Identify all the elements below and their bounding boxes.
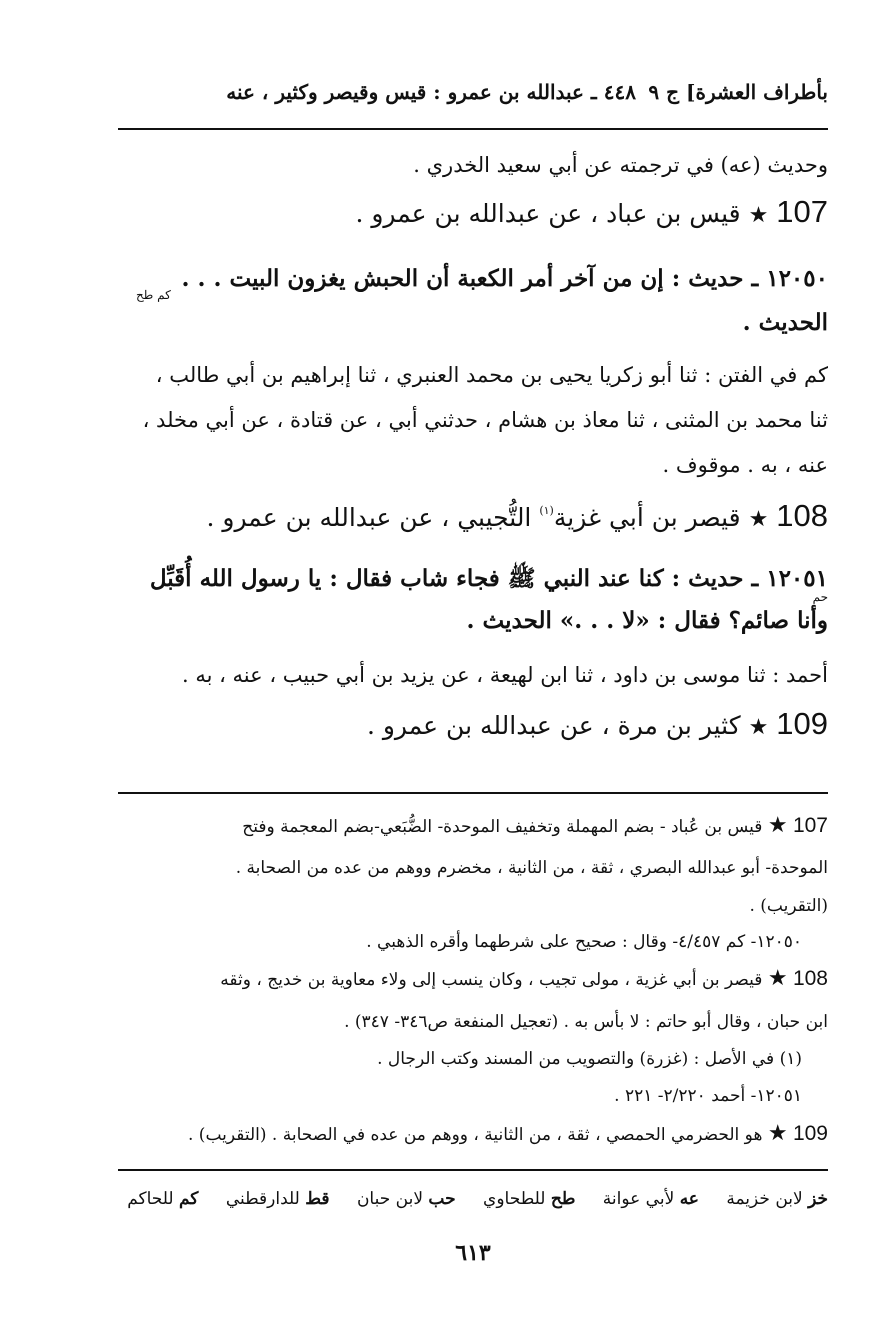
entry-number: 108 — [776, 498, 828, 533]
star-icon: ★ — [748, 203, 769, 228]
footnote-108 — [118, 965, 828, 994]
footnote-line: ابن حبان ، وقال أبو حاتم : لا بأس به . (تعجيل المنفعة ص٣٤٦- ٣٤٧) . — [344, 1012, 828, 1032]
abbreviation-item: خز لابن خزيمة — [726, 1189, 828, 1209]
star-icon: ★ — [767, 966, 788, 991]
abbreviation-item: كم للحاكم — [127, 1189, 199, 1209]
star-icon: ★ — [767, 813, 788, 838]
abbreviation-item: قط للدارقطني — [225, 1189, 330, 1209]
footnote-109 — [118, 1120, 828, 1149]
source-codes: حم — [812, 590, 828, 604]
star-icon: ★ — [748, 507, 769, 532]
footnote-1: (١) في الأصل : (غزرة) والتصويب من المسند وكتب الرجال . — [377, 1049, 802, 1069]
abbreviation-item: حب لابن حبان — [356, 1189, 456, 1209]
page-number: ٦١٣ — [455, 1240, 491, 1266]
footnote-text: هو الحضرمي الحمصي ، ثقة ، من الثانية ، ووهم من عده في الصحابة . (التقريب) . — [188, 1125, 763, 1145]
header-volume: بأطراف العشرة] ج ٩ — [648, 80, 828, 104]
footnote-text: قيصر بن أبي غزية ، مولى تجيب ، وكان ينسب إلى ولاء معاوية بن خديج ، وثقه — [220, 970, 763, 990]
body-line: وحديث (عه) في ترجمته عن أبي سعيد الخدري . — [413, 153, 828, 177]
footnote-number: 107 — [792, 814, 828, 837]
entry-text: قيس بن عباد ، عن عبدالله بن عمرو . — [355, 199, 741, 228]
header-rule — [118, 128, 828, 130]
star-icon: ★ — [767, 1121, 788, 1146]
isnad-line: كم في الفتن : ثنا أبو زكريا يحيى بن محمد العنبري ، ثنا إبراهيم بن أبي طالب ، — [155, 363, 828, 387]
header-chapter: ٤٤٨ ـ عبدالله بن عمرو : قيس وقيصر وكثير ، عنه — [226, 80, 636, 104]
entry-text: قيصر بن أبي غزية — [553, 503, 741, 532]
entry-text: كثير بن مرة ، عن عبدالله بن عمرو . — [366, 711, 741, 740]
hadith-12051-line1: ١٢٠٥١ ـ حديث : كنا عند النبي ﷺ فجاء شاب فقال : يا رسول الله أُقَبِّل — [149, 565, 828, 592]
footnote-text: قيس بن عُباد - بضم المهملة وتخفيف الموحدة- الضُّبَعي-بضم المعجمة وفتح — [242, 817, 763, 837]
star-icon: ★ — [748, 715, 769, 740]
isnad-line: ثنا محمد بن المثنى ، ثنا معاذ بن هشام ، حدثني أبي ، عن قتادة ، عن أبي مخلد ، — [142, 408, 828, 432]
isnad-line: عنه ، به . موقوف . — [662, 453, 828, 477]
hadith-12050-line1: ١٢٠٥٠ ـ حديث : إن من آخر أمر الكعبة أن الحبش يغزون البيت . . . — [181, 265, 828, 292]
abbreviation-item: طح للطحاوي — [483, 1189, 576, 1209]
footnote-ref: (١) — [539, 504, 554, 517]
narrator-entry-108 — [118, 498, 828, 541]
source-codes: كم طح — [136, 288, 171, 302]
abbreviation-item: عه لأبي عوانة — [602, 1189, 699, 1209]
footnote-line: الموحدة- أبو عبدالله البصري ، ثقة ، من الثانية ، مخضرم ووهم من عده من الصحابة . — [235, 858, 828, 878]
entry-text: التُّجيبي ، عن عبدالله بن عمرو . — [206, 503, 540, 532]
entry-number: 107 — [776, 194, 828, 229]
running-header — [118, 80, 828, 110]
entry-number: 109 — [776, 706, 828, 741]
footnote-12051: ١٢٠٥١- أحمد ٢/٢٢٠- ٢٢١ . — [614, 1086, 802, 1106]
footnote-number: 108 — [792, 967, 828, 990]
footnote-107 — [118, 812, 828, 841]
abbreviations-key — [118, 1185, 828, 1213]
footnote-number: 109 — [792, 1122, 828, 1145]
isnad-line: أحمد : ثنا موسى بن داود ، ثنا ابن لهيعة ، عن يزيد بن أبي حبيب ، عنه ، به . — [181, 663, 828, 687]
footnote-rule — [118, 792, 828, 794]
footnote-12050: ١٢٠٥٠- كم ٤/٤٥٧- وقال : صحيح على شرطهما وأقره الذهبي . — [366, 932, 802, 952]
hadith-12050-line2: الحديث . — [742, 309, 828, 336]
hadith-12051-line2: وأنا صائم؟ فقال : «لا . . .» الحديث . — [466, 607, 828, 634]
narrator-entry-107 — [118, 194, 828, 234]
footnote-line: (التقريب) . — [749, 896, 828, 916]
narrator-entry-109 — [118, 706, 828, 746]
abbreviations-rule — [118, 1169, 828, 1171]
